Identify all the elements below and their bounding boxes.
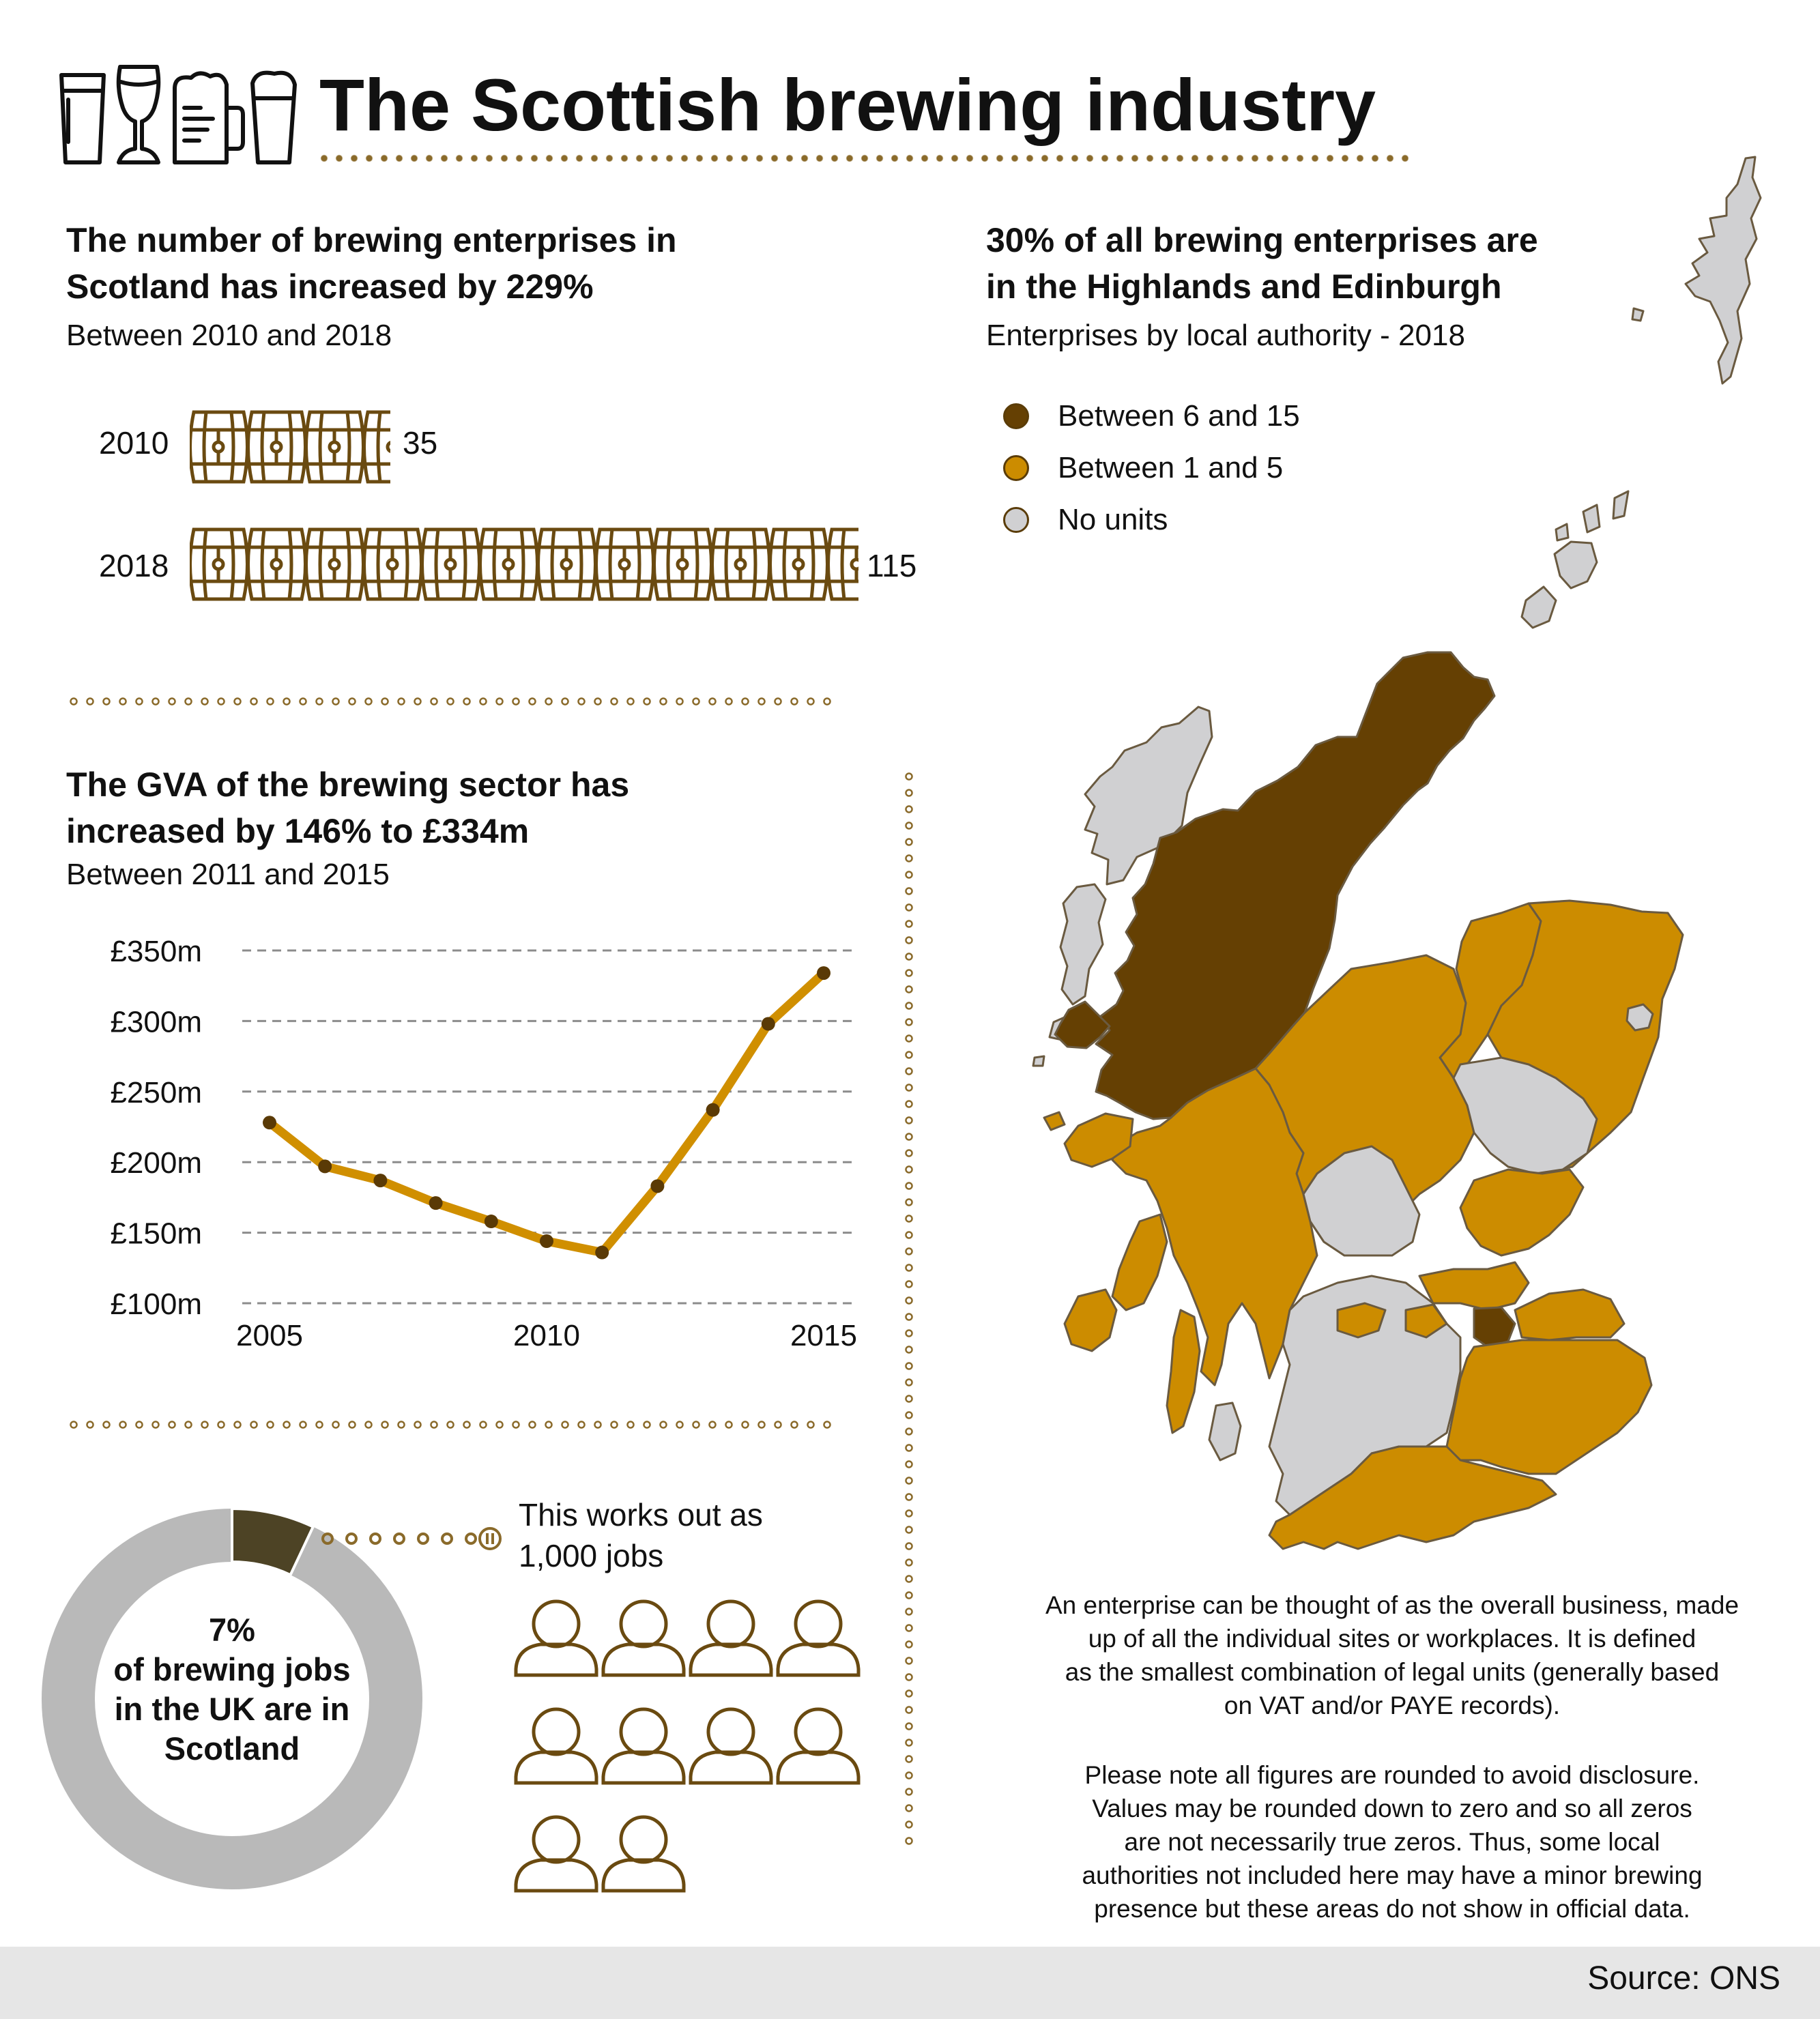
person-icon: [778, 1709, 858, 1783]
note1-line2: up of all the individual sites or workplaces. It is defined: [1088, 1625, 1696, 1653]
legend-label-none: No units: [1058, 503, 1168, 536]
note2-line5: presence but these areas do not show in official data.: [1094, 1895, 1690, 1923]
donut-line2: of brewing jobs: [113, 1651, 351, 1687]
data-point: [373, 1174, 387, 1187]
data-point: [706, 1103, 720, 1117]
map-region-fife: [1419, 1262, 1529, 1310]
gva-series-line: [270, 973, 824, 1252]
gva-heading-line1: The GVA of the brewing sector has: [66, 766, 630, 804]
note1-line3: as the smallest combination of legal units (generally based: [1065, 1658, 1720, 1686]
donut-connector: [300, 1522, 505, 1556]
map-region-outer-hebrides-south: [1060, 884, 1106, 1004]
map-region-kintyre: [1167, 1310, 1200, 1433]
person-icon: [516, 1709, 596, 1783]
note2-line3: are not necessarily true zeros. Thus, some local: [1124, 1828, 1660, 1856]
map-region-arran: [1209, 1403, 1241, 1460]
enterprises-subtitle: Between 2010 and 2018: [66, 319, 392, 352]
enterprises-heading-line1: The number of brewing enterprises in: [66, 221, 677, 259]
data-point: [540, 1234, 553, 1248]
data-point: [429, 1196, 443, 1210]
map-region-shetland: [1686, 157, 1761, 383]
legend-label-1-5: Between 1 and 5: [1058, 451, 1284, 484]
vertical-dotted-divider: [904, 768, 914, 1853]
footer-bar: [0, 1947, 1820, 2019]
x-tick-label: 2010: [513, 1319, 580, 1352]
map-region-orkney: [1555, 542, 1597, 588]
y-tick-label: £350m: [110, 935, 202, 968]
rounding-disclaimer-note: [983, 1758, 1802, 1926]
person-icon: [603, 1817, 684, 1891]
person-icon: [516, 1601, 596, 1675]
people-icons: [512, 1597, 873, 1897]
map-region-shetland-isle: [1632, 308, 1643, 321]
map-region-east-lothian: [1515, 1290, 1624, 1340]
x-tick-label: 2005: [236, 1319, 303, 1352]
data-point: [762, 1017, 775, 1031]
map-region-angus: [1460, 1170, 1583, 1255]
gva-heading-line2: increased by 146% to £334m: [66, 812, 530, 850]
map-heading-line1: 30% of all brewing enterprises are: [986, 221, 1538, 259]
scotland-map: [983, 150, 1802, 1556]
map-region-orkney-north: [1556, 491, 1628, 540]
note1-line4: on VAT and/or PAYE records).: [1224, 1691, 1561, 1719]
person-icon: [778, 1601, 858, 1675]
enterprise-year-2010: 2010: [99, 425, 169, 461]
jobs-works-line2: 1,000 jobs: [519, 1538, 664, 1573]
map-region-borders: [1447, 1340, 1651, 1474]
gva-subtitle: Between 2011 and 2015: [66, 858, 390, 891]
donut-line4: Scotland: [164, 1730, 300, 1767]
person-icon: [603, 1709, 684, 1783]
enterprises-heading-line2: Scotland has increased by 229%: [66, 267, 594, 306]
data-point: [485, 1215, 498, 1228]
map-heading-line2: in the Highlands and Edinburgh: [986, 267, 1502, 306]
data-point: [650, 1179, 664, 1193]
map-region-orkney-isles: [1522, 587, 1556, 628]
jobs-works-line1: This works out as: [519, 1497, 763, 1533]
enterprise-year-2018: 2018: [99, 548, 169, 583]
data-point: [263, 1116, 276, 1129]
donut-line3: in the UK are in: [114, 1691, 350, 1727]
enterprise-definition-note: [983, 1588, 1802, 1722]
person-icon: [691, 1709, 771, 1783]
y-tick-label: £300m: [110, 1005, 202, 1039]
donut-label: [75, 1610, 389, 1769]
page-title: The Scottish brewing industry: [319, 63, 1376, 146]
person-icon: [691, 1601, 771, 1675]
person-icon: [603, 1601, 684, 1675]
y-tick-label: £200m: [110, 1146, 202, 1180]
legend-label-6-15: Between 6 and 15: [1058, 399, 1300, 433]
y-tick-label: £100m: [110, 1288, 202, 1321]
enterprise-count-2018: 115: [867, 548, 917, 583]
jobs-works-text: [519, 1494, 763, 1576]
section-dotted-divider-2: [66, 1421, 837, 1429]
y-tick-label: £150m: [110, 1217, 202, 1251]
note2-line2: Values may be rounded down to zero and so all zeros: [1092, 1795, 1692, 1822]
map-subtitle: Enterprises by local authority - 2018: [986, 319, 1465, 352]
enterprise-count-2010: 35: [403, 425, 438, 461]
data-point: [318, 1159, 332, 1173]
donut-percent: 7%: [209, 1612, 255, 1648]
note2-line1: Please note all figures are rounded to avoid disclosure.: [1084, 1761, 1700, 1789]
y-tick-label: £250m: [110, 1075, 202, 1109]
x-tick-label: 2015: [790, 1319, 857, 1352]
data-point: [595, 1246, 609, 1260]
note2-line4: authorities not included here may have a minor brewing: [1082, 1861, 1703, 1889]
person-icon: [516, 1817, 596, 1891]
source-label: Source: ONS: [1587, 1960, 1780, 1996]
note1-line1: An enterprise can be thought of as the overall business, made: [1045, 1591, 1739, 1619]
data-point: [817, 966, 830, 980]
map-region-islay-jura: [1065, 1215, 1167, 1351]
